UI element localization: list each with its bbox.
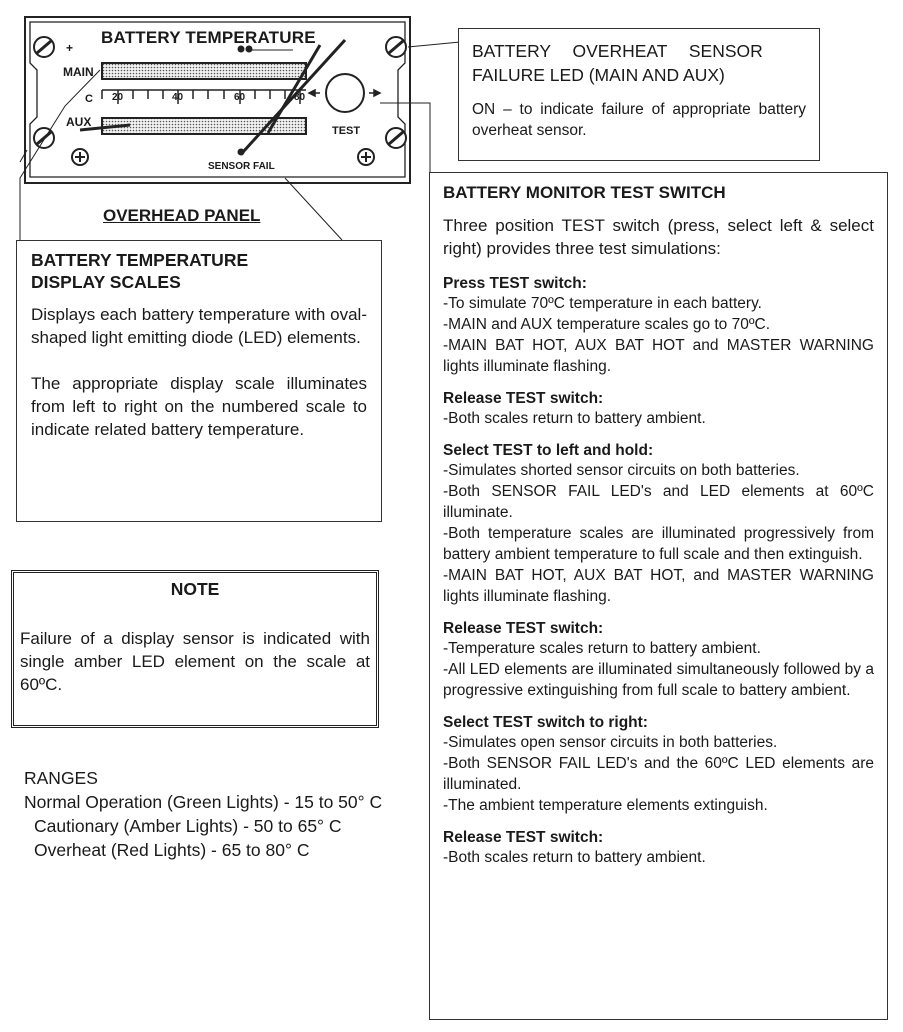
tick-label: 40 bbox=[172, 92, 184, 103]
section-line: -Both scales return to battery ambient. bbox=[443, 410, 706, 427]
section-line: -To simulate 70ºC temperature in each battery. bbox=[443, 295, 762, 312]
section-line: -Simulates open sensor circuits in both batteries. bbox=[443, 734, 778, 751]
overheat-title-line2: FAILURE LED (MAIN AND AUX) bbox=[472, 65, 725, 85]
section-line: -MAIN and AUX temperature scales go to 70ºC. bbox=[443, 316, 771, 333]
overheat-title-line1: BATTERY OVERHEAT SENSOR bbox=[472, 41, 763, 61]
section-title: Release TEST switch: bbox=[443, 829, 604, 846]
test-box-title: BATTERY MONITOR TEST SWITCH bbox=[443, 183, 726, 202]
panel-caption: OVERHEAD PANEL bbox=[103, 206, 261, 225]
sensor-fail-label: SENSOR FAIL bbox=[208, 161, 275, 172]
display-title-line2: DISPLAY SCALES bbox=[31, 272, 181, 292]
section-line: -Both scales return to battery ambient. bbox=[443, 849, 706, 866]
cross-screw-icon bbox=[358, 149, 374, 165]
section-title: Release TEST switch: bbox=[443, 620, 604, 637]
display-para2: The appropriate display scale illuminates from left to right on the numbered scale to indicate related battery temperature. bbox=[31, 374, 367, 439]
display-title-line1: BATTERY TEMPERATURE bbox=[31, 250, 249, 270]
section-line: -Both SENSOR FAIL LED's and LED elements at 60ºC illuminate. bbox=[443, 483, 874, 521]
section-line: -All LED elements are illuminated simultaneously followed by a progressive extinguishing from full scale to battery ambient. bbox=[443, 661, 874, 699]
screw-icon bbox=[34, 128, 54, 148]
section-line: -The ambient temperature elements extinguish. bbox=[443, 797, 768, 814]
overheat-sensor-callout bbox=[458, 28, 820, 161]
panel-title: BATTERY TEMPERATURE bbox=[101, 28, 316, 47]
screw-icon bbox=[386, 128, 406, 148]
section-line: -Both SENSOR FAIL LED's and the 60ºC LED elements are illuminated. bbox=[443, 755, 874, 793]
ranges-title: RANGES bbox=[24, 768, 98, 788]
tick-label: 80 bbox=[294, 92, 306, 103]
main-label: MAIN bbox=[63, 65, 94, 79]
section-title: Select TEST switch to right: bbox=[443, 714, 648, 731]
tick-label: 60 bbox=[234, 92, 246, 103]
main-led-scale bbox=[102, 63, 306, 79]
display-para1: Displays each battery temperature with oval-shaped light emitting diode (LED) elements. bbox=[31, 305, 367, 347]
section-title: Press TEST switch: bbox=[443, 275, 587, 292]
range-normal: Normal Operation (Green Lights) - 15 to 50° C bbox=[24, 792, 383, 812]
test-switch[interactable] bbox=[326, 74, 364, 112]
tick-label: 20 bbox=[112, 92, 124, 103]
test-box-intro: Three position TEST switch (press, select left & select right) provides three test simulations: bbox=[443, 216, 874, 258]
overheat-body: ON – to indicate failure of appropriate battery overheat sensor. bbox=[472, 101, 806, 139]
section-line: -Simulates shorted sensor circuits on both batteries. bbox=[443, 462, 800, 479]
test-label: TEST bbox=[332, 125, 361, 137]
range-overheat: Overheat (Red Lights) - 65 to 80° C bbox=[34, 840, 310, 860]
unit-label: C bbox=[85, 93, 93, 105]
note-title: NOTE bbox=[170, 579, 220, 599]
test-switch-callout bbox=[429, 172, 888, 1020]
section-line: -MAIN BAT HOT, AUX BAT HOT and MASTER WARNING lights illuminate flashing. bbox=[443, 337, 874, 375]
screw-icon bbox=[34, 37, 54, 57]
section-line: -Temperature scales return to battery ambient. bbox=[443, 640, 761, 657]
ranges-block bbox=[24, 766, 382, 862]
range-cautionary: Cautionary (Amber Lights) - 50 to 65° C bbox=[34, 816, 342, 836]
display-scales-callout bbox=[16, 240, 382, 522]
note-box bbox=[11, 570, 379, 728]
note-body: Failure of a display sensor is indicated with single amber LED element on the scale at 60ºC. bbox=[20, 629, 370, 694]
plus-label: + bbox=[66, 41, 74, 55]
section-line: -MAIN BAT HOT, AUX BAT HOT, and MASTER WARNING lights illuminate flashing. bbox=[443, 567, 874, 605]
aux-label: AUX bbox=[66, 115, 92, 129]
section-title: Select TEST to left and hold: bbox=[443, 442, 654, 459]
section-title: Release TEST switch: bbox=[443, 390, 604, 407]
cross-screw-icon bbox=[72, 149, 88, 165]
screw-icon bbox=[386, 37, 406, 57]
section-line: -Both temperature scales are illuminated progressively from battery ambient temperature to full scale and then extinguish. bbox=[443, 525, 874, 563]
